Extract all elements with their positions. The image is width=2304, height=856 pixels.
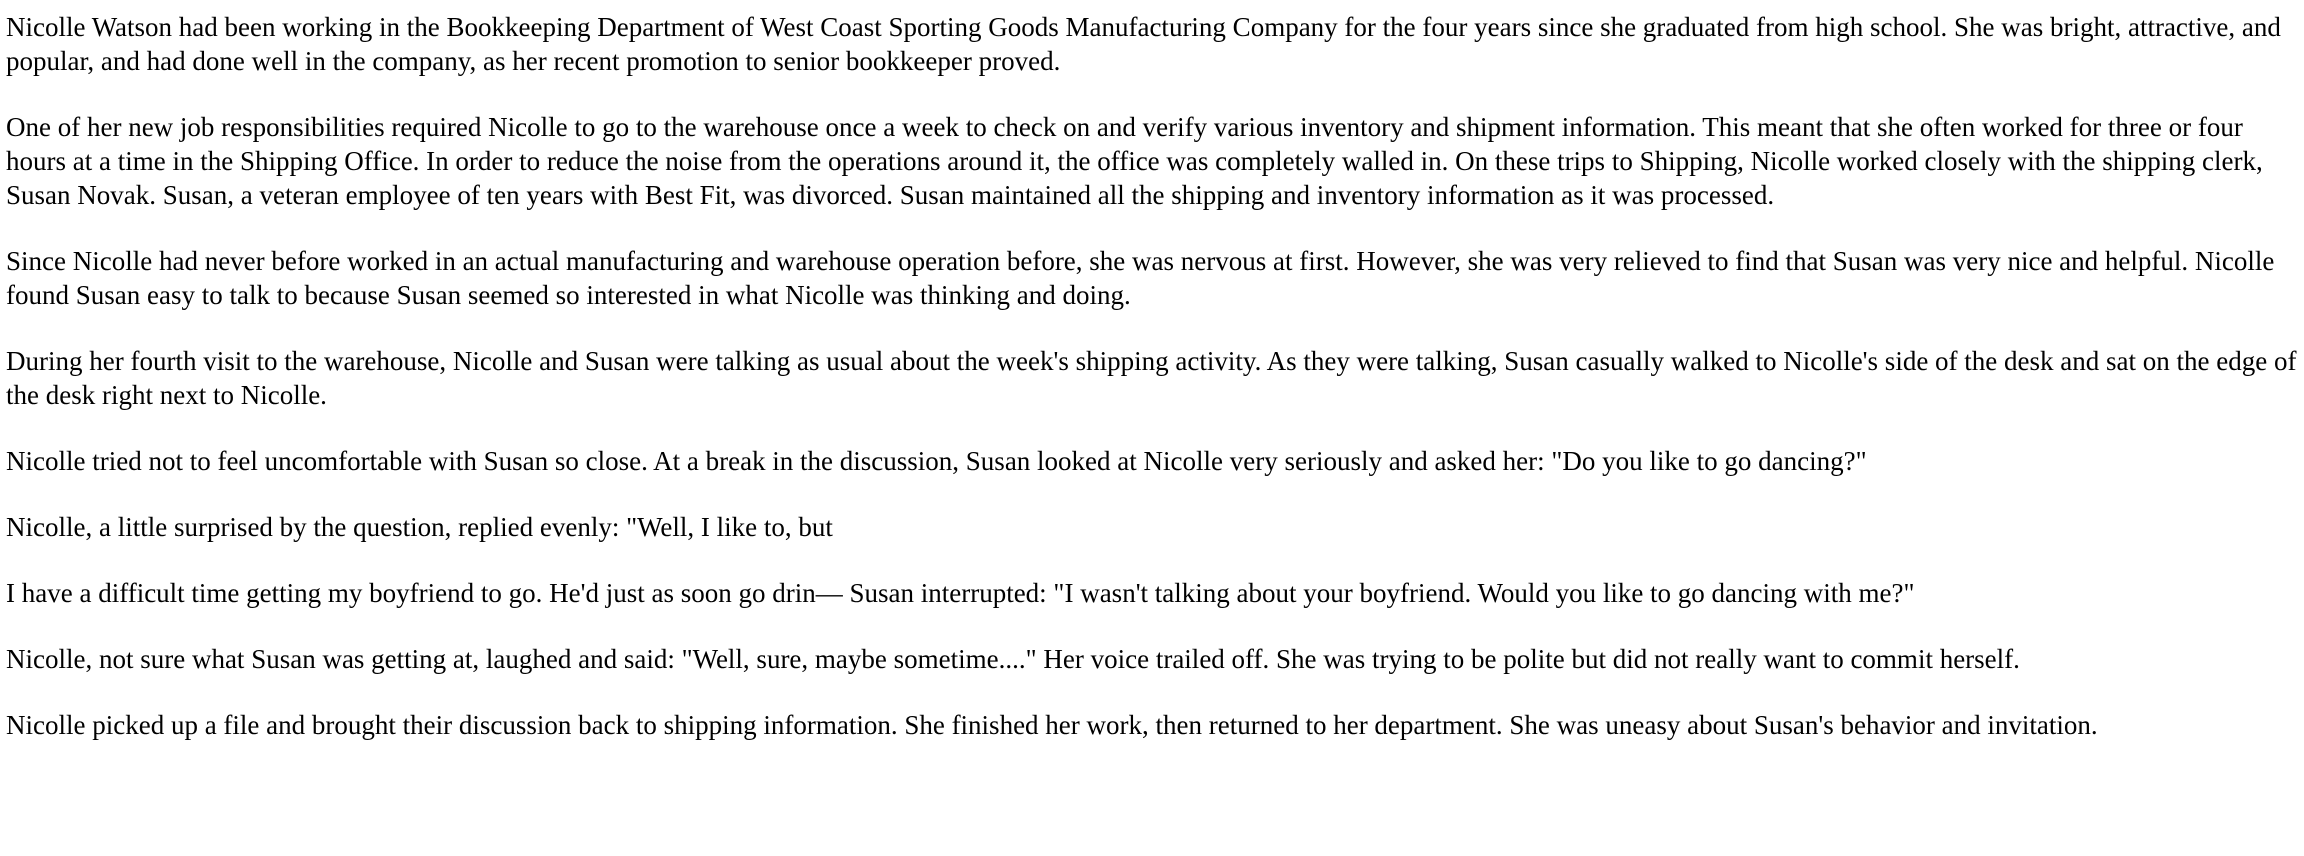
paragraph-7: I have a difficult time getting my boyfriend to go. He'd just as soon go drin— Susan interrupted: "I wasn't talking about your boyfriend. Would you like to go dancing with me?": [6, 578, 1915, 608]
paragraph-9: Nicolle picked up a file and brought their discussion back to shipping information. She finished her work, then returned to her department. She was uneasy about Susan's behavior and invitation.: [6, 710, 2098, 740]
document-body: [6, 10, 2304, 742]
paragraph-6: Nicolle, a little surprised by the question, replied evenly: "Well, I like to, but: [6, 512, 833, 542]
paragraph-1: Nicolle Watson had been working in the Bookkeeping Department of West Coast Sporting Goods Manufacturing Company for the four years since she graduated from high school. She was bright, attractive, and popular, and had done well in the company, as her recent promotion to senior bookkeeper proved.: [6, 12, 2281, 76]
paragraph-4: During her fourth visit to the warehouse, Nicolle and Susan were talking as usual about the week's shipping activity. As they were talking, Susan casually walked to Nicolle's side of the desk and sat on the edge of the desk right next to Nicolle.: [6, 346, 2297, 410]
paragraph-3: Since Nicolle had never before worked in an actual manufacturing and warehouse operation before, she was nervous at first. However, she was very relieved to find that Susan was very nice and helpful. Nicolle found Susan easy to talk to because Susan seemed so interested in what Nicolle was thinking and doing.: [6, 246, 2275, 310]
paragraph-5: Nicolle tried not to feel uncomfortable with Susan so close. At a break in the discussion, Susan looked at Nicolle very seriously and asked her: "Do you like to go dancing?": [6, 446, 1867, 476]
paragraph-2: One of her new job responsibilities required Nicolle to go to the warehouse once a week to check on and verify various inventory and shipment information. This meant that she often worked for three or four hours at a time in the Shipping Office. In order to reduce the noise from the operations around it, the office was completely walled in. On these trips to Shipping, Nicolle worked closely with the shipping clerk, Susan Novak. Susan, a veteran employee of ten years with Best Fit, was divorced. Susan maintained all the shipping and inventory information as it was processed.: [6, 112, 2263, 210]
paragraph-8: Nicolle, not sure what Susan was getting at, laughed and said: "Well, sure, maybe sometime...." Her voice trailed off. She was trying to be polite but did not really want to commit herself.: [6, 644, 2020, 674]
